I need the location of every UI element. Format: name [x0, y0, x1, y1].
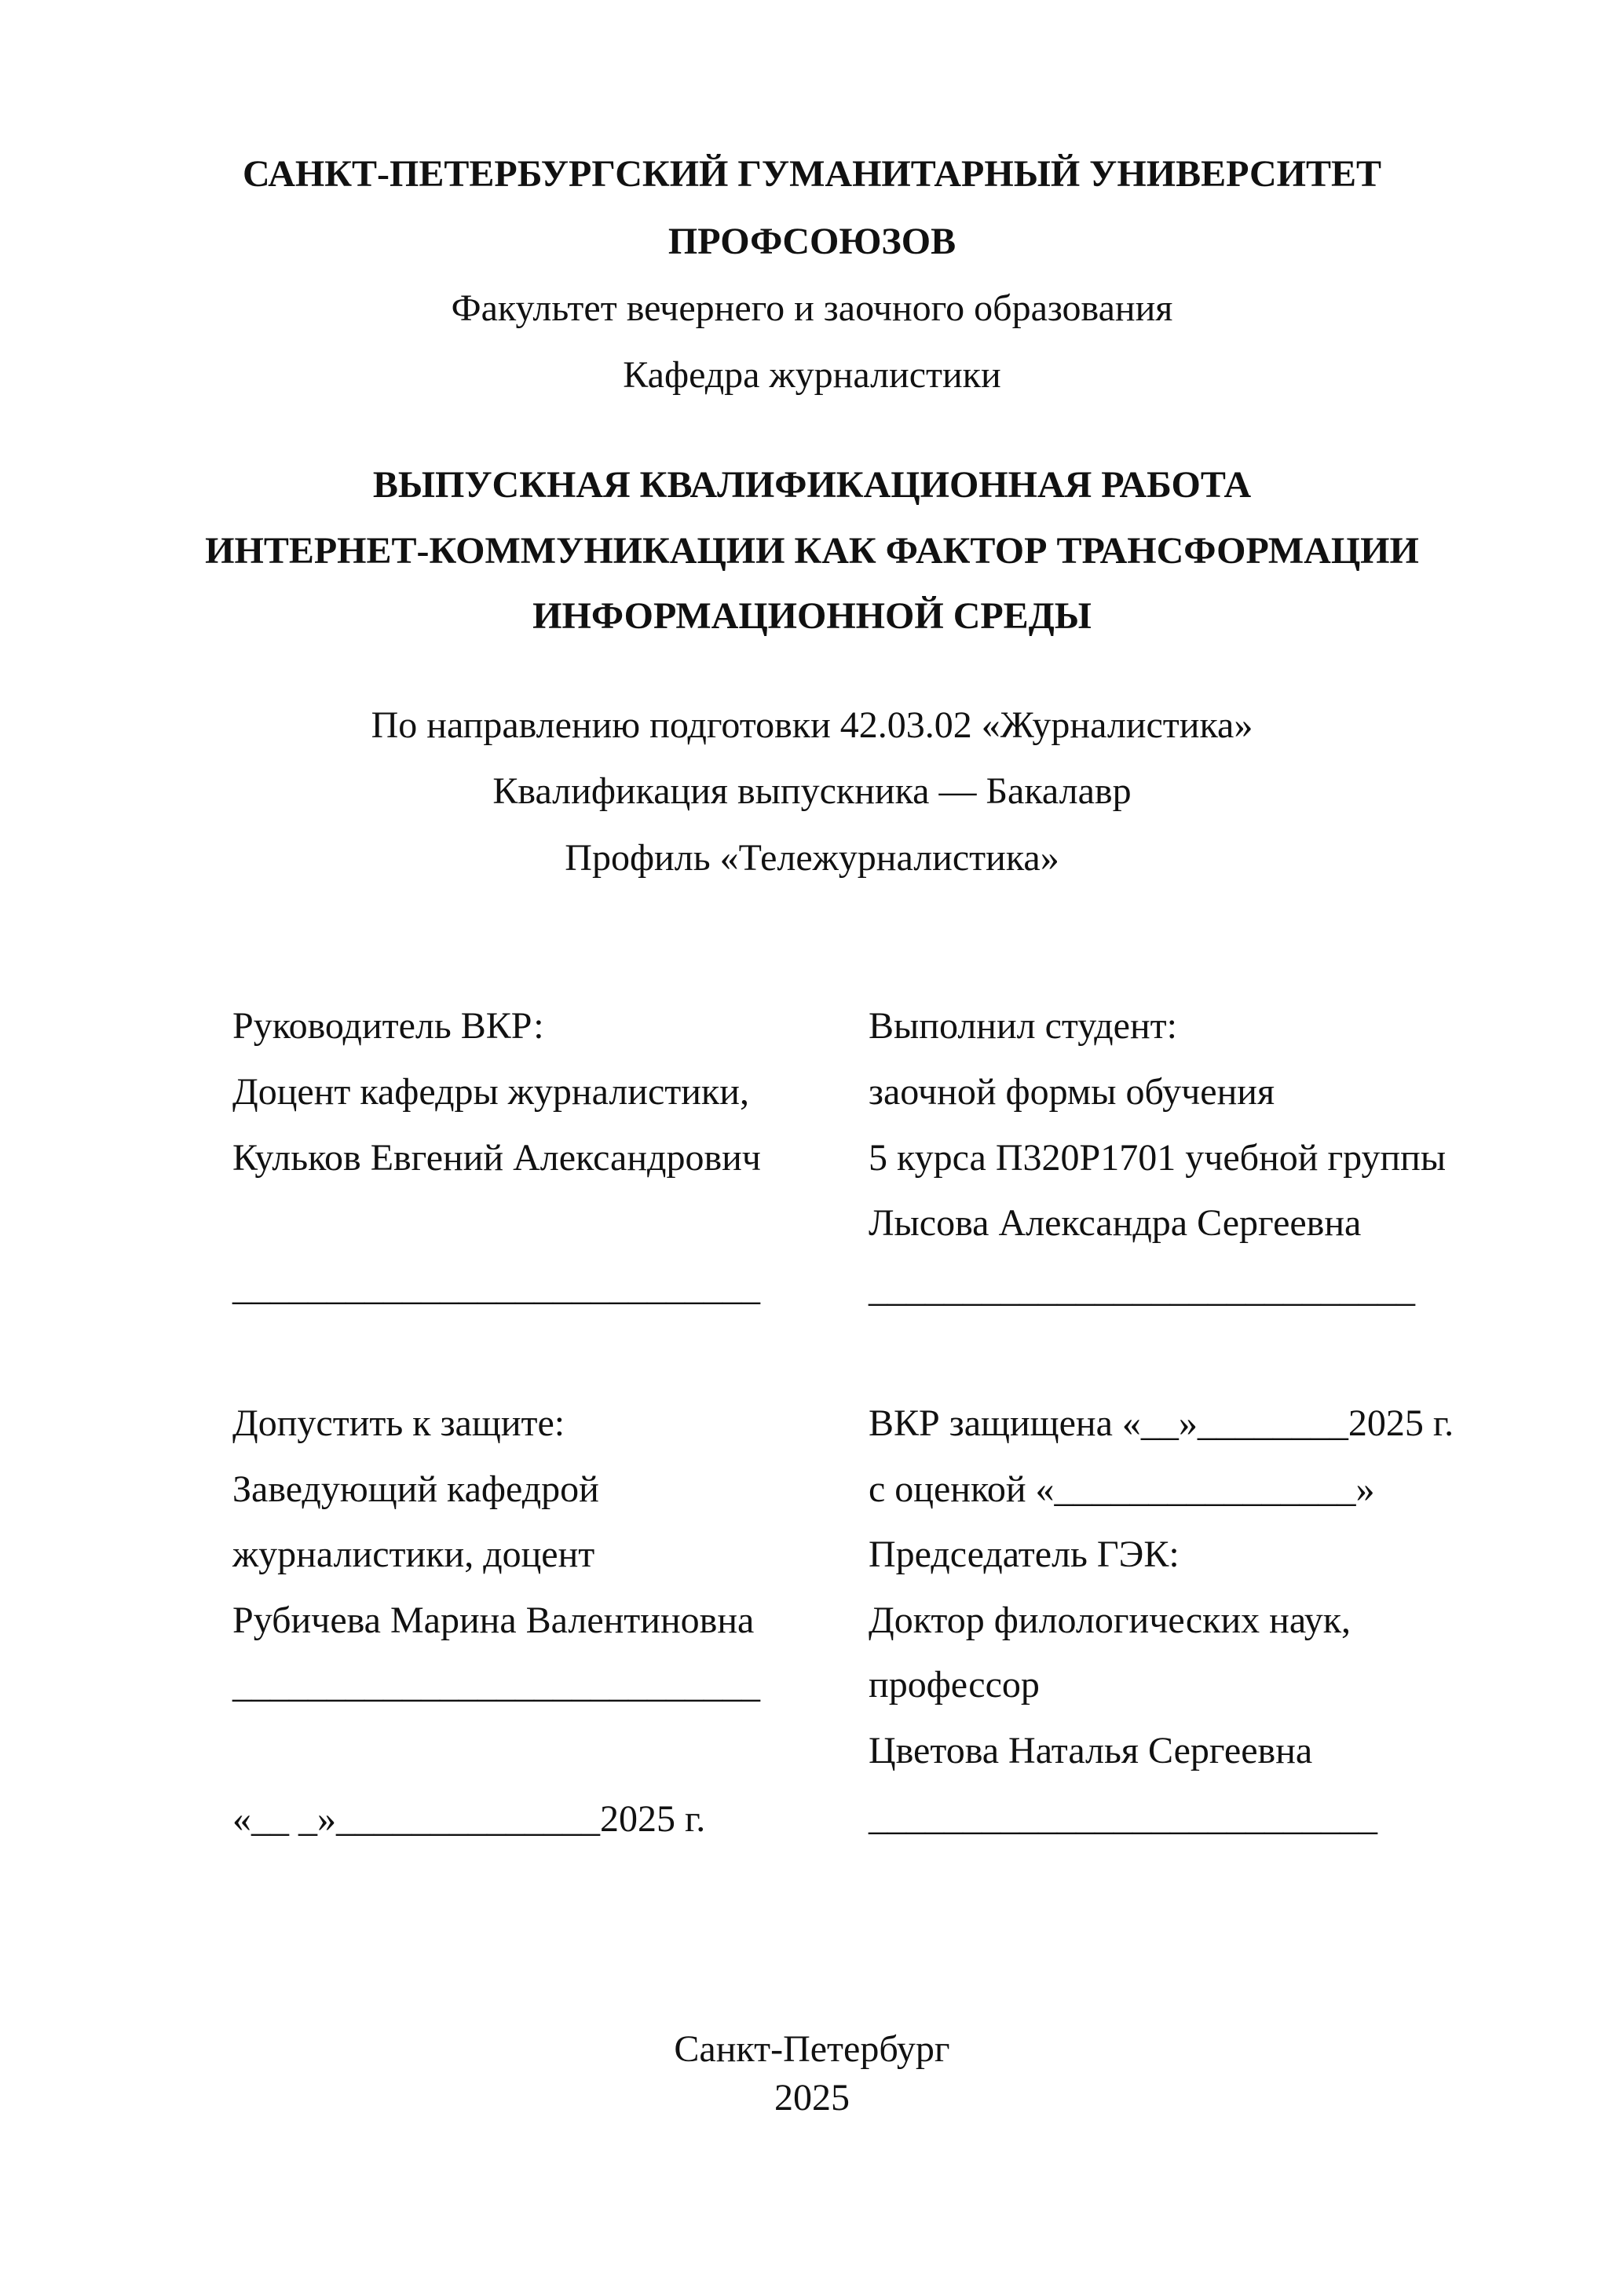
supervisor-label: Руководитель ВКР:: [232, 1005, 544, 1047]
student-group: 5 курса П320Р1701 учебной группы: [869, 1137, 1447, 1179]
commission-chair-degree: Доктор филологических наук,: [869, 1600, 1352, 1641]
defense-grade: с оценкой «________________»: [869, 1468, 1375, 1510]
university-name-line1: САНКТ-ПЕТЕРБУРГСКИЙ ГУМАНИТАРНЫЙ УНИВЕРСИТЕТ: [242, 153, 1382, 195]
admission-name: Рубичева Марина Валентиновна: [232, 1600, 755, 1641]
footer-year: 2025: [774, 2077, 850, 2119]
defense-date: ВКР защищена «__»________2025 г.: [869, 1402, 1454, 1444]
student-label: Выполнил студент:: [869, 1005, 1177, 1047]
supervisor-name: Кульков Евгений Александрович: [232, 1137, 761, 1179]
department-name: Кафедра журналистики: [623, 354, 1001, 396]
commission-chair-name: Цветова Наталья Сергеевна: [869, 1730, 1313, 1771]
admission-date-line: «__ _»______________2025 г.: [232, 1798, 706, 1840]
topic-title-line2: ИНФОРМАЦИОННОЙ СРЕДЫ: [532, 595, 1092, 637]
student-study-form: заочной формы обучения: [869, 1071, 1275, 1113]
supervisor-signature-line: ____________________________: [232, 1267, 760, 1308]
university-name-line2: ПРОФСОЮЗОВ: [668, 221, 956, 262]
student-signature-line: _____________________________: [869, 1268, 1415, 1310]
commission-chair-signature-line: ___________________________: [869, 1797, 1377, 1838]
topic-title-line1: ИНТЕРНЕТ-КОММУНИКАЦИИ КАК ФАКТОР ТРАНСФОРМАЦИИ: [205, 530, 1419, 572]
supervisor-position: Доцент кафедры журналистики,: [232, 1071, 749, 1113]
admission-label: Допустить к защите:: [232, 1402, 565, 1444]
faculty-name: Факультет вечернего и заочного образования: [451, 287, 1173, 329]
work-type-title: ВЫПУСКНАЯ КВАЛИФИКАЦИОННАЯ РАБОТА: [372, 464, 1252, 506]
commission-chair-label: Председатель ГЭК:: [869, 1534, 1180, 1575]
program-direction: По направлению подготовки 42.03.02 «Журналистика»: [371, 704, 1253, 746]
commission-chair-title: профессор: [869, 1664, 1040, 1706]
program-profile: Профиль «Тележурналистика»: [565, 837, 1059, 879]
program-qualification: Квалификация выпускника — Бакалавр: [492, 770, 1132, 812]
admission-position-line2: журналистики, доцент: [232, 1534, 595, 1575]
student-name: Лысова Александра Сергеевна: [869, 1202, 1362, 1244]
admission-signature-line: ____________________________: [232, 1664, 760, 1706]
admission-position-line1: Заведующий кафедрой: [232, 1468, 599, 1510]
footer-city: Санкт-Петербург: [674, 2028, 950, 2070]
